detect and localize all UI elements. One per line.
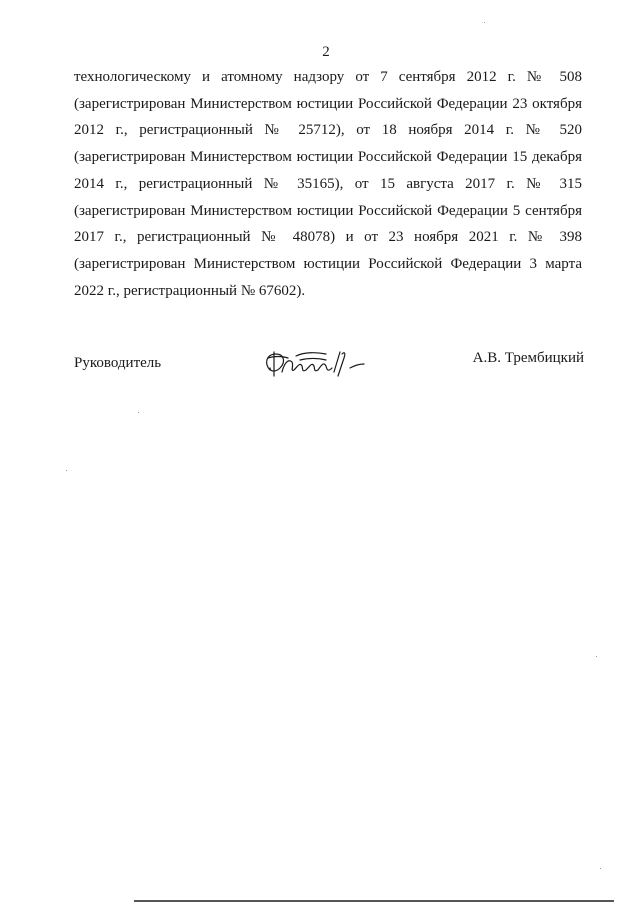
body-paragraph <box>74 64 582 304</box>
text-line: 2017 г., регистрационный № 48078) и от 23 ноября 2021 г. № 398 <box>74 229 582 246</box>
scan-speck <box>600 868 601 869</box>
text-line: 2022 г., регистрационный № 67602). <box>74 282 306 299</box>
scan-speck <box>66 470 67 471</box>
scan-edge <box>134 900 614 902</box>
scan-speck <box>138 412 139 413</box>
text-line: технологическому и атомному надзору от 7 сентября 2012 г. № 508 <box>74 69 582 85</box>
page-number: 2 <box>322 44 330 60</box>
signatory-name: А.В. Трембицкий <box>472 350 584 366</box>
scan-speck <box>596 656 597 657</box>
signature-block <box>74 342 584 386</box>
text-line: 2014 г., регистрационный № 35165), от 15 августа 2017 г. № 315 <box>74 175 582 192</box>
text-line: 2012 г., регистрационный № 25712), от 18 ноября 2014 г. № 520 <box>74 122 582 139</box>
text-line: (зарегистрирован Министерством юстиции Российской Федерации 5 сентября <box>74 202 582 219</box>
handwritten-signature <box>260 342 370 384</box>
text-line: (зарегистрирован Министерством юстиции Российской Федерации 3 марта <box>74 255 582 272</box>
scan-speck <box>484 22 485 23</box>
signatory-role: Руководитель <box>74 355 162 371</box>
text-line: (зарегистрирован Министерством юстиции Российской Федерации 23 октября <box>74 95 582 112</box>
text-line: (зарегистрирован Министерством юстиции Российской Федерации 15 декабря <box>74 149 582 166</box>
